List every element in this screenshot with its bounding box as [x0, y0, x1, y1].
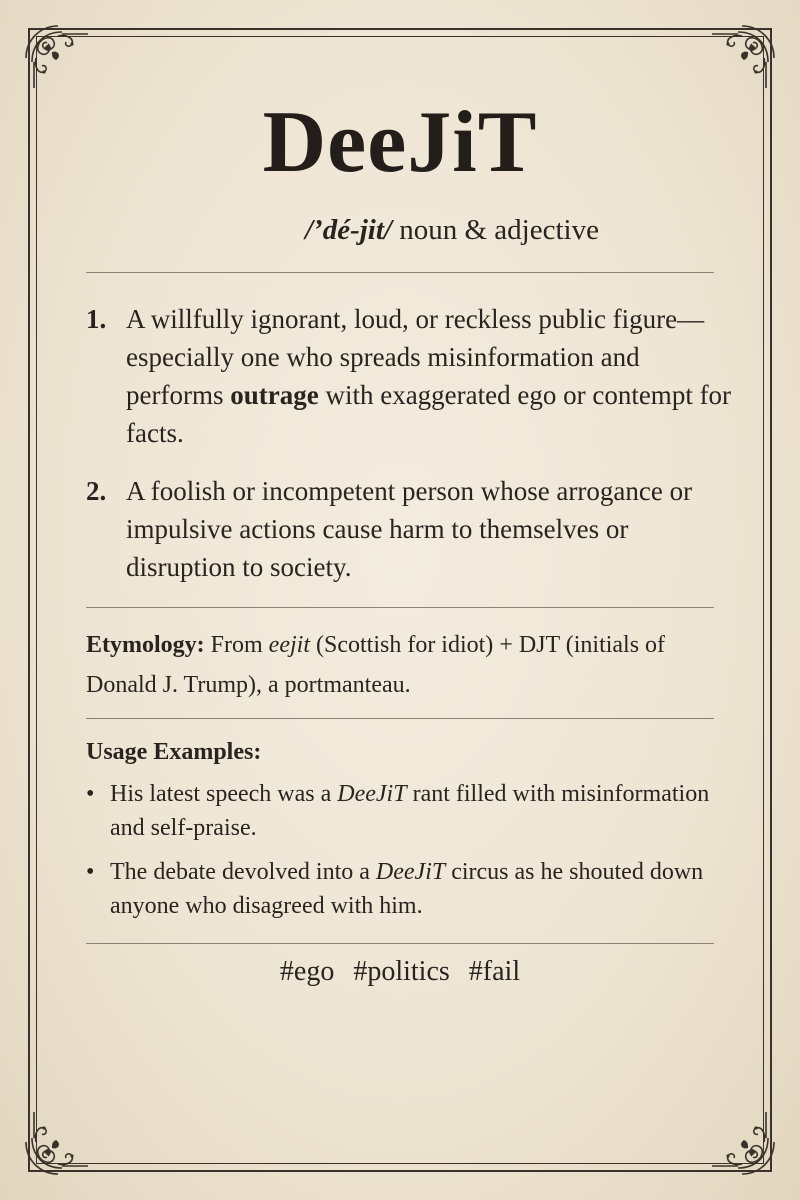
etymology-term: eejit: [268, 632, 310, 658]
etymology-text: From: [204, 632, 269, 658]
bullet-icon: •: [86, 859, 95, 885]
corner-ornament-icon: [22, 1104, 96, 1178]
pronunciation-line: [305, 214, 599, 247]
part-of-speech: noun & adjective: [399, 214, 599, 246]
definition-item: [86, 472, 740, 586]
etymology: [86, 625, 720, 705]
usage-list: [86, 777, 720, 923]
corner-ornament-icon: [704, 22, 778, 96]
example-text: His latest speech was a: [110, 781, 338, 807]
usage-examples: [86, 735, 720, 933]
divider: [86, 607, 714, 608]
usage-title: Usage Examples:: [86, 739, 262, 765]
example-text: The debate devolved into a: [110, 859, 376, 885]
hashtags: [0, 956, 800, 988]
definition-number: 2.: [86, 476, 107, 506]
example-term: DeeJiT: [337, 781, 407, 807]
etymology-label: Etymology:: [86, 632, 205, 658]
example-text-end: circus as he shouted down anyone who disagreed with him.: [110, 859, 704, 919]
definition-emphasis: outrage: [230, 380, 319, 410]
example-text-end: rant filled with misinformation and self-praise.: [110, 781, 710, 841]
definitions-list: [86, 300, 740, 606]
definition-item: [86, 300, 740, 452]
corner-ornament-icon: [22, 22, 96, 96]
divider: [86, 272, 714, 273]
divider: [86, 943, 714, 944]
hashtag: #politics: [353, 956, 450, 987]
bullet-icon: •: [86, 781, 95, 807]
etymology-text-end: (Scottish for idiot) + DJT (initials of Donald J. Trump), a portmanteau.: [86, 632, 666, 698]
pronunciation: /’dé-jit/: [305, 214, 392, 246]
entry-title: DeeJiT: [262, 94, 538, 191]
corner-ornament-icon: [704, 1104, 778, 1178]
definition-text: A willfully ignorant, loud, or reckless public figure—especially one who spreads misinformation and performs: [126, 304, 705, 410]
definition-text-end: with exaggerated ego or contempt for facts.: [126, 380, 732, 448]
example-term: DeeJiT: [375, 859, 446, 885]
definition-text: A foolish or incompetent person whose arrogance or impulsive actions cause harm to themselves or disruption to society.: [126, 476, 693, 582]
hashtag: #fail: [468, 956, 521, 987]
hashtag: #ego: [279, 956, 335, 987]
usage-example: [86, 777, 720, 845]
usage-example: [86, 855, 720, 923]
definition-number: 1.: [86, 304, 107, 334]
divider: [86, 718, 714, 719]
